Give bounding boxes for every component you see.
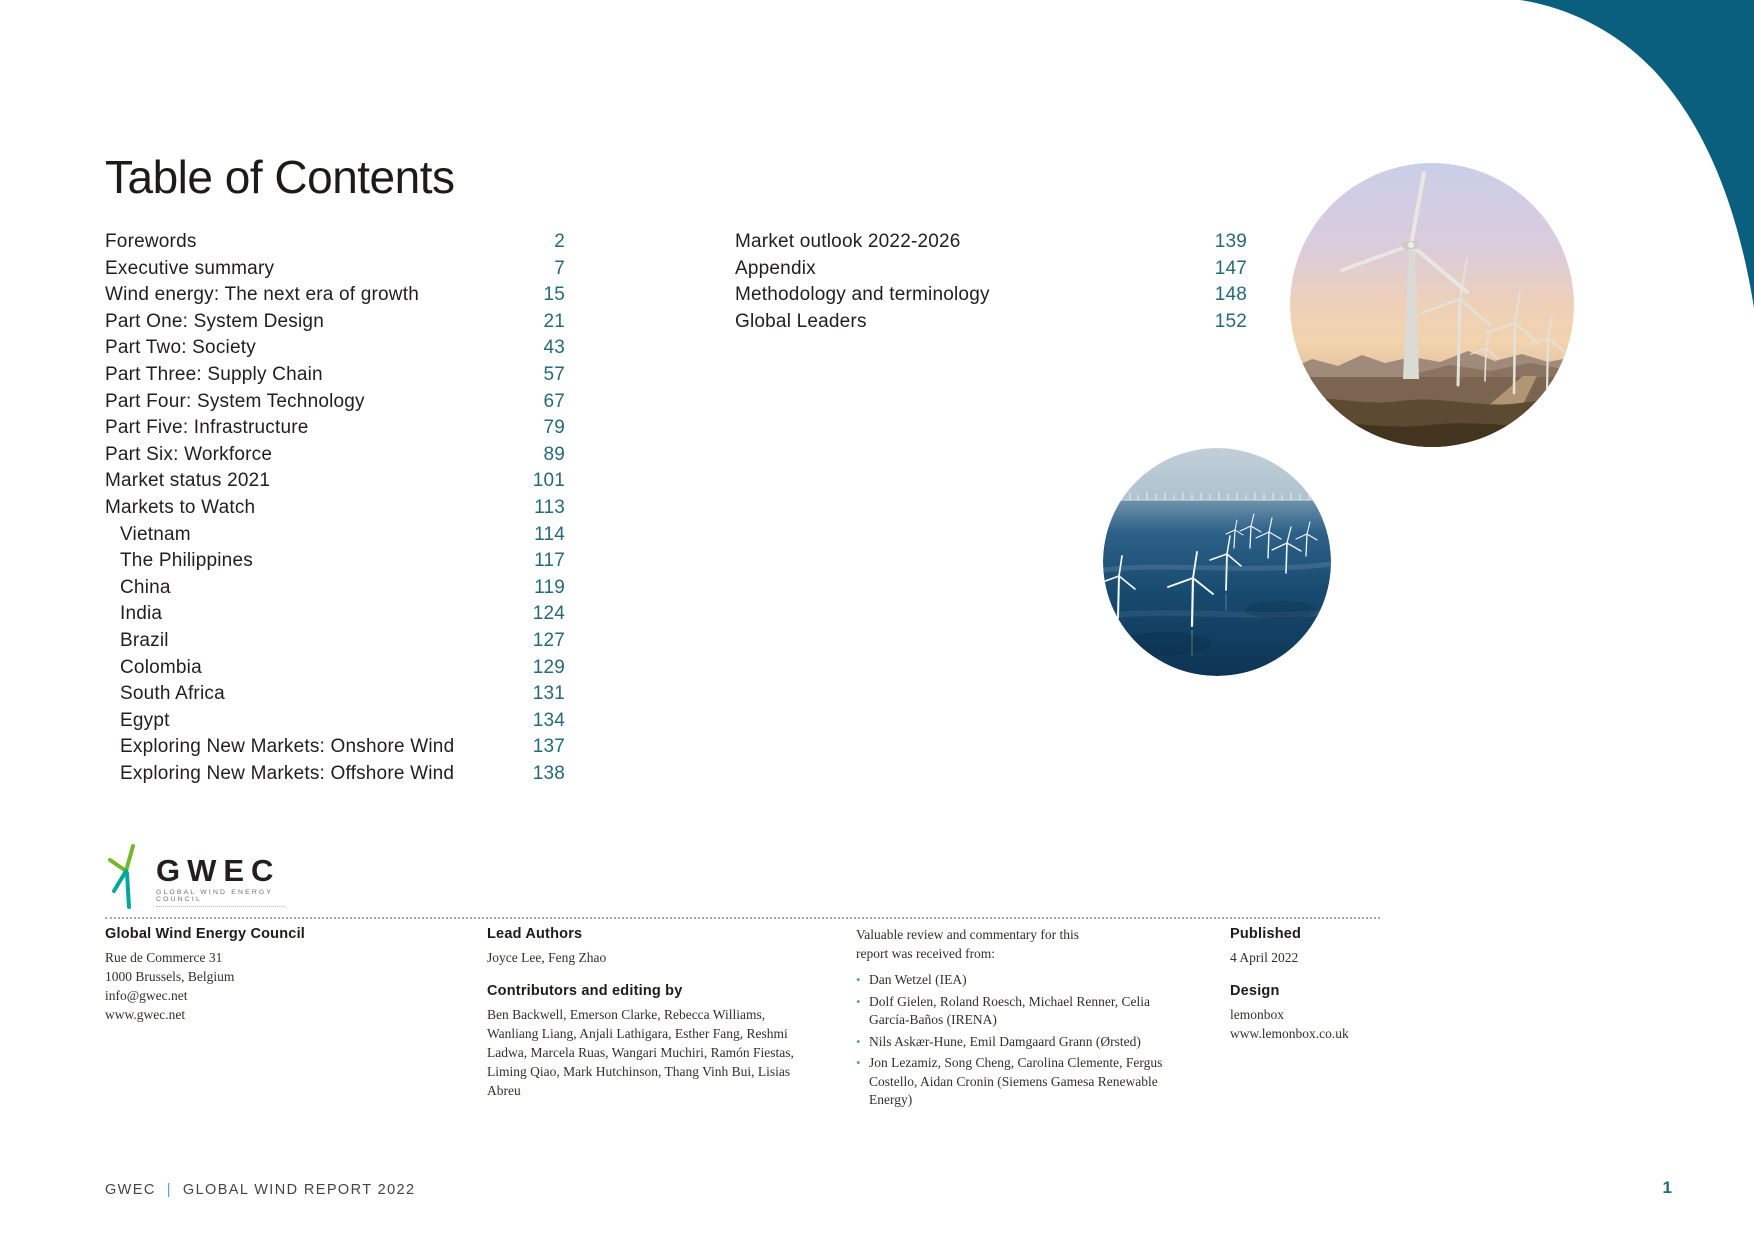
toc-entry-page-number: 2 xyxy=(554,231,565,252)
footer-report-title: GLOBAL WIND REPORT 2022 xyxy=(182,1182,416,1198)
toc-entry-page-number: 138 xyxy=(532,762,565,784)
toc-entry[interactable] xyxy=(735,231,1247,258)
footer-pipe-divider: | xyxy=(166,1182,172,1198)
toc-entry-page-number: 129 xyxy=(532,656,565,678)
published-heading: Published xyxy=(1230,926,1302,942)
toc-left-column xyxy=(105,231,565,789)
org-address-line1: Rue de Commerce 31 xyxy=(105,950,223,965)
published-date: 4 April 2022 xyxy=(1230,950,1299,965)
toc-entry-label: India xyxy=(120,603,163,625)
toc-entry-label: Brazil xyxy=(120,629,169,651)
toc-entry-page-number: 131 xyxy=(532,683,565,705)
page-number: 1 xyxy=(1662,1178,1672,1197)
contributors-heading: Contributors and editing by xyxy=(487,983,683,999)
toc-entry[interactable] xyxy=(105,524,565,551)
toc-entry-label: Colombia xyxy=(120,656,202,678)
credits-publishing-column xyxy=(1230,925,1400,1058)
toc-entry-label: Market outlook 2022-2026 xyxy=(735,231,961,252)
footer-brand: GWEC xyxy=(105,1182,156,1198)
toc-entry[interactable] xyxy=(105,470,565,497)
toc-entry-label: Exploring New Markets: Offshore Wind xyxy=(120,762,455,784)
toc-entry-label: Exploring New Markets: Onshore Wind xyxy=(120,736,455,758)
toc-entry-label: Wind energy: The next era of growth xyxy=(105,284,419,306)
review-list xyxy=(856,971,1176,1110)
gwec-logo xyxy=(108,843,284,909)
toc-entry-label: South Africa xyxy=(120,683,225,705)
toc-entry-page-number: 89 xyxy=(543,443,565,465)
toc-entry[interactable] xyxy=(105,364,565,391)
toc-entry-label: Part One: System Design xyxy=(105,310,324,332)
toc-entry-page-number: 57 xyxy=(543,363,565,385)
toc-entry-page-number: 114 xyxy=(534,523,565,545)
toc-entry-page-number: 21 xyxy=(543,310,565,332)
toc-entry-label: Part Three: Supply Chain xyxy=(105,363,323,385)
offshore-wind-photo xyxy=(1103,448,1331,676)
toc-entry[interactable] xyxy=(105,231,565,258)
toc-entry[interactable] xyxy=(105,550,565,577)
toc-entry-label: Global Leaders xyxy=(735,310,867,332)
toc-entry[interactable] xyxy=(105,710,565,737)
toc-entry[interactable] xyxy=(105,603,565,630)
toc-entry-label: China xyxy=(120,576,171,598)
toc-entry[interactable] xyxy=(105,444,565,471)
toc-entry-page-number: 139 xyxy=(1214,231,1247,252)
credits-review-column xyxy=(856,925,1186,1113)
toc-entry-page-number: 117 xyxy=(534,550,565,572)
toc-entry-page-number: 127 xyxy=(532,629,565,651)
toc-entry-page-number: 119 xyxy=(534,576,565,598)
toc-entry[interactable] xyxy=(105,630,565,657)
toc-entry-label: Part Five: Infrastructure xyxy=(105,417,309,439)
org-address-line2: 1000 Brussels, Belgium xyxy=(105,969,235,984)
design-heading: Design xyxy=(1230,983,1280,999)
toc-entry-label: Egypt xyxy=(120,709,170,731)
review-item: • Dolf Gielen, Roland Roesch, Michael Renner, Celia García-Baños (IRENA) xyxy=(856,993,1176,1030)
design-studio: lemonbox xyxy=(1230,1007,1284,1022)
toc-entry-label: Executive summary xyxy=(105,257,275,279)
lead-authors-names: Joyce Lee, Feng Zhao xyxy=(487,950,607,965)
review-item: • Dan Wetzel (IEA) xyxy=(856,971,1176,990)
toc-entry-label: Methodology and terminology xyxy=(735,284,990,306)
review-item: • Jon Lezamiz, Song Cheng, Carolina Clemente, Fergus Costello, Aidan Cronin (Siemens Gamesa Renewable Energy) xyxy=(856,1054,1176,1110)
toc-entry-page-number: 79 xyxy=(543,417,565,439)
toc-entry-label: Markets to Watch xyxy=(105,496,256,518)
org-email-link[interactable]: info@gwec.net xyxy=(105,988,188,1003)
onshore-wind-photo xyxy=(1290,163,1574,447)
toc-entry-page-number: 101 xyxy=(532,470,565,492)
toc-entry-page-number: 147 xyxy=(1214,257,1247,279)
toc-entry-label: Vietnam xyxy=(120,523,191,545)
toc-entry-label: Part Six: Workforce xyxy=(105,443,273,465)
toc-entry-page-number: 43 xyxy=(543,337,565,359)
toc-entry[interactable] xyxy=(735,311,1247,338)
toc-entry[interactable] xyxy=(735,284,1247,311)
toc-entry[interactable] xyxy=(105,497,565,524)
toc-entry[interactable] xyxy=(105,258,565,285)
review-item: • Nils Askær-Hune, Emil Damgaard Grann (Ørsted) xyxy=(856,1033,1176,1052)
credits-org-column xyxy=(105,925,405,1024)
contributors-names: Ben Backwell, Emerson Clarke, Rebecca Williams, Wanliang Liang, Anjali Lathigara, Esther Fang, Reshmi Ladwa, Marcela Ruas, Wangari Muchiri, Ramón Fiestas, Liming Qiao, Mark Hutchinson, Thang Vinh Bui, Lisias Abreu xyxy=(487,1007,794,1098)
toc-entry[interactable] xyxy=(105,311,565,338)
toc-entry-page-number: 113 xyxy=(534,496,565,518)
toc-entry-label: Part Two: Society xyxy=(105,337,256,359)
footer-divider xyxy=(105,917,1380,919)
lead-authors-heading: Lead Authors xyxy=(487,926,583,942)
toc-entry[interactable] xyxy=(105,736,565,763)
toc-entry-label: The Philippines xyxy=(120,550,253,572)
toc-entry-page-number: 15 xyxy=(543,284,565,306)
toc-entry[interactable] xyxy=(105,683,565,710)
design-url-link[interactable]: www.lemonbox.co.uk xyxy=(1230,1026,1349,1041)
toc-entry-page-number: 7 xyxy=(554,257,565,279)
toc-entry[interactable] xyxy=(735,258,1247,285)
toc-entry[interactable] xyxy=(105,417,565,444)
page-title: Table of Contents xyxy=(105,151,455,203)
toc-entry[interactable] xyxy=(105,284,565,311)
toc-entry-page-number: 67 xyxy=(543,390,565,412)
toc-entry-label: Forewords xyxy=(105,231,197,252)
toc-entry-label: Part Four: System Technology xyxy=(105,390,365,412)
gwec-logo-text: GWEC xyxy=(156,853,281,888)
toc-entry[interactable] xyxy=(105,657,565,684)
org-website-link[interactable]: www.gwec.net xyxy=(105,1007,186,1022)
toc-entry-label: Market status 2021 xyxy=(105,470,271,492)
toc-entry-label: Appendix xyxy=(735,257,816,279)
toc-entry[interactable] xyxy=(105,391,565,418)
gwec-logo-tagline: GLOBAL WIND ENERGY COUNCIL xyxy=(156,889,284,907)
wind-turbine-icon xyxy=(108,843,148,909)
toc-entry-page-number: 124 xyxy=(532,603,565,625)
toc-entry[interactable] xyxy=(105,337,565,364)
toc-entry-page-number: 137 xyxy=(532,736,565,758)
running-footer xyxy=(105,1182,415,1198)
org-name: Global Wind Energy Council xyxy=(105,926,306,942)
toc-entry[interactable] xyxy=(105,577,565,604)
toc-entry[interactable] xyxy=(105,763,565,790)
review-intro: Valuable review and commentary for this report was received from: xyxy=(856,927,1080,961)
toc-right-column xyxy=(735,231,1247,337)
toc-entry-page-number: 134 xyxy=(532,709,565,731)
toc-entry-page-number: 148 xyxy=(1214,284,1247,306)
toc-entry-page-number: 152 xyxy=(1214,310,1247,332)
credits-authors-column xyxy=(487,925,802,1115)
